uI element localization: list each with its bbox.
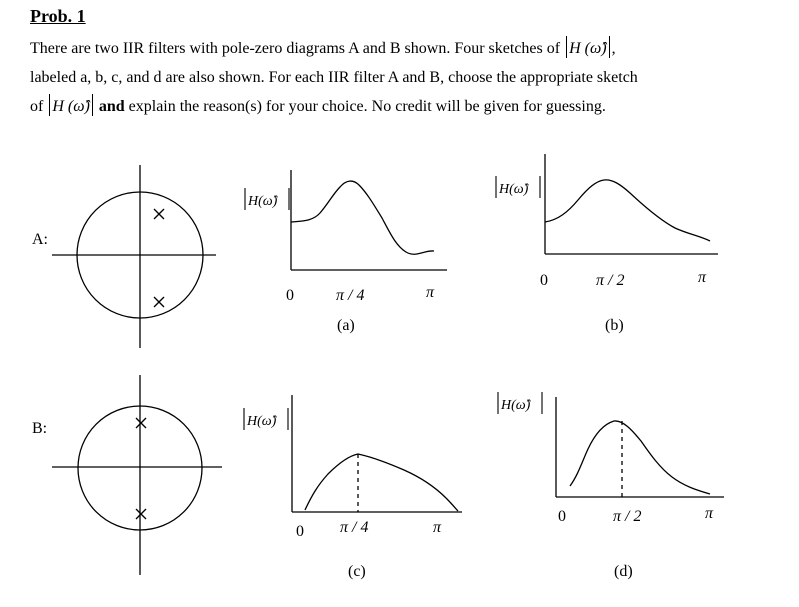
- y-axis-label: H(ω̂): [501, 398, 531, 413]
- tick-label: π / 2: [596, 272, 625, 289]
- pole-marker: [154, 297, 164, 307]
- statement-line-2: labeled a, b, c, and d are also shown. For each IIR filter A and B, choose the appropriate sketch: [30, 69, 638, 86]
- magnitude-expression: H (ω̂): [569, 40, 607, 57]
- diagram-b-label: B:: [32, 420, 48, 437]
- tick-label: 0: [558, 508, 566, 525]
- y-axis-label: H(ω̂): [247, 414, 277, 429]
- tick-label: π / 4: [336, 287, 365, 304]
- magnitude-expression: H (ω̂): [52, 98, 90, 115]
- tick-label: π / 4: [340, 519, 369, 536]
- caption-d: (d): [614, 563, 633, 580]
- pole-marker: [136, 509, 146, 519]
- sketch-a: [291, 170, 447, 270]
- diagram-a-label: A:: [32, 231, 48, 248]
- caption-c: (c): [348, 563, 366, 580]
- sketch-d: [556, 397, 724, 497]
- sketch-c: [292, 395, 462, 512]
- pole-zero-diagram-a: [52, 165, 216, 348]
- pole-zero-diagram-b: [52, 375, 222, 575]
- tick-label: π: [433, 519, 442, 536]
- tick-label: 0: [540, 272, 548, 289]
- statement-line-3: of H (ω̂) and explain the reason(s) for your choice. No credit will be given for guessing.: [30, 92, 790, 121]
- magnitude-curve: [305, 454, 458, 511]
- tick-label: π: [698, 269, 707, 286]
- caption-a: (a): [337, 317, 355, 334]
- y-axis-label: H(ω̂): [248, 194, 278, 209]
- pole-marker: [154, 209, 164, 219]
- y-axis-label: H(ω̂): [499, 182, 529, 197]
- tick-label: π / 2: [613, 508, 642, 525]
- sketch-b: [545, 154, 718, 254]
- tick-label: π: [705, 505, 714, 522]
- tick-label: 0: [286, 287, 294, 304]
- tick-label: π: [426, 284, 435, 301]
- magnitude-curve: [570, 421, 710, 494]
- magnitude-curve: [291, 181, 434, 254]
- problem-title: Prob. 1: [30, 6, 86, 26]
- magnitude-curve: [545, 180, 710, 241]
- tick-label: 0: [296, 523, 304, 540]
- pole-marker: [136, 418, 146, 428]
- statement-line-1: There are two IIR filters with pole-zero diagrams A and B shown. Four sketches of H (ω̂) ,: [30, 34, 790, 63]
- caption-b: (b): [605, 317, 624, 334]
